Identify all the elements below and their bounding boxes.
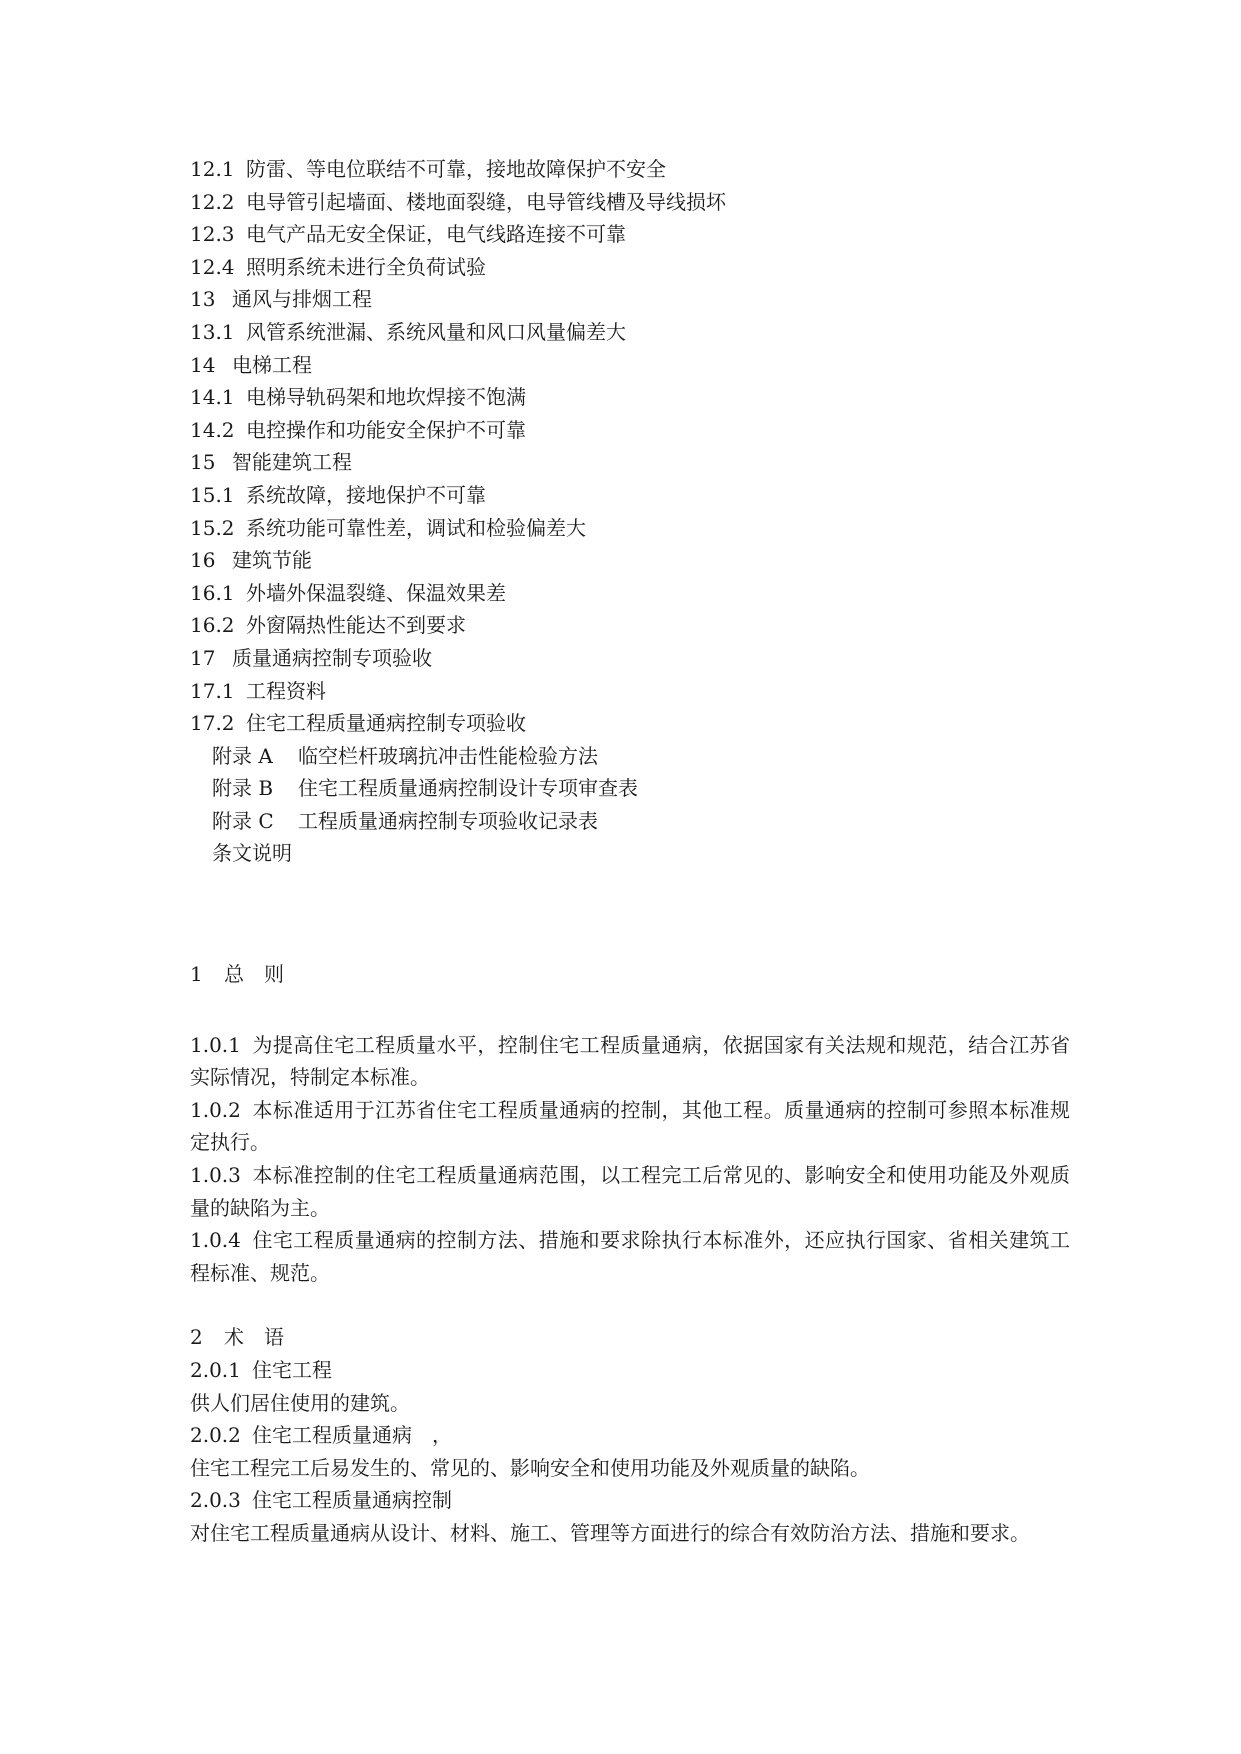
clause (190, 1029, 1070, 1094)
term-number: 2.0.2 (190, 1423, 241, 1448)
toc-item (190, 153, 1070, 186)
document-body (190, 958, 1070, 1550)
toc-number: 12.3 (190, 222, 235, 247)
toc-item (190, 316, 1070, 349)
toc-number: 16.2 (190, 613, 235, 638)
spacer (190, 991, 1070, 1029)
clause-text: 为提高住宅工程质量水平，控制住宅工程质量通病，依据国家有关法规和规范，结合江苏省实际情况，特制定本标准。 (190, 1032, 1070, 1090)
toc-item (190, 479, 1070, 512)
term-number: 2.0.1 (190, 1357, 241, 1382)
toc-title: 外窗隔热性能达不到要求 (246, 613, 466, 638)
chapter-heading (190, 958, 1070, 991)
toc-title: 工程质量通病控制专项验收记录表 (298, 808, 598, 833)
term-name: 住宅工程 (252, 1357, 332, 1382)
toc-item (190, 609, 1070, 642)
toc-title: 电导管引起墙面、楼地面裂缝，电导管线槽及导线损坏 (246, 189, 726, 214)
spacer (190, 1289, 1070, 1321)
toc-appendix (190, 772, 1070, 805)
toc-number: 12.1 (190, 157, 235, 181)
clause-text: 本标准控制的住宅工程质量通病范围，以工程完工后常见的、影响安全和使用功能及外观质量的缺陷为主。 (190, 1162, 1070, 1220)
toc-title: 住宅工程质量通病控制设计专项审查表 (298, 776, 638, 801)
toc-item (190, 512, 1070, 545)
toc-item (190, 414, 1070, 447)
toc-title: 通风与排烟工程 (232, 287, 372, 312)
toc-item (190, 707, 1070, 740)
toc-title: 工程资料 (246, 678, 326, 703)
table-of-contents (190, 153, 1070, 870)
toc-number: 附录 A (212, 743, 273, 768)
toc-title: 外墙外保温裂缝、保温效果差 (246, 580, 506, 605)
toc-number: 17 (190, 645, 216, 670)
toc-title: 系统故障，接地保护不可靠 (246, 482, 486, 507)
toc-number: 14.2 (190, 417, 235, 442)
clause-number: 1.0.2 (190, 1097, 241, 1122)
toc-number: 15 (190, 450, 216, 475)
term-heading (190, 1419, 1070, 1452)
clause (190, 1224, 1070, 1289)
toc-title: 住宅工程质量通病控制专项验收 (246, 711, 526, 736)
toc-number: 13.1 (190, 319, 235, 344)
toc-chapter (190, 349, 1070, 382)
clause-number: 1.0.4 (190, 1228, 241, 1253)
toc-number: 附录 B (212, 776, 274, 801)
chapter-number: 1 (190, 962, 203, 986)
toc-number: 14.1 (190, 385, 235, 410)
toc-appendix (190, 805, 1070, 838)
clause-number: 1.0.1 (190, 1032, 241, 1057)
toc-number: 12.2 (190, 189, 235, 214)
chapter-heading (190, 1321, 1070, 1354)
toc-chapter (190, 642, 1070, 675)
chapter-title: 总 则 (224, 962, 284, 986)
toc-number: 17.1 (190, 678, 235, 703)
toc-chapter (190, 283, 1070, 316)
clause (190, 1159, 1070, 1224)
term-definition: 供人们居住使用的建筑。 (190, 1390, 410, 1415)
clause-text: 本标准适用于江苏省住宅工程质量通病的控制，其他工程。质量通病的控制可参照本标准规定执行。 (190, 1097, 1070, 1155)
toc-number: 16 (190, 548, 216, 573)
term-definition: 对住宅工程质量通病从设计、材料、施工、管理等方面进行的综合有效防治方法、措施和要求。 (190, 1520, 1030, 1545)
toc-chapter (190, 446, 1070, 479)
clause-number: 1.0.3 (190, 1162, 241, 1187)
toc-title: 电控操作和功能安全保护不可靠 (246, 417, 526, 442)
toc-item (190, 218, 1070, 251)
toc-title: 系统功能可靠性差，调试和检验偏差大 (246, 515, 586, 540)
toc-title: 电气产品无安全保证，电气线路连接不可靠 (246, 222, 626, 247)
toc-title: 临空栏杆玻璃抗冲击性能检验方法 (298, 743, 598, 768)
toc-title: 防雷、等电位联结不可靠，接地故障保护不安全 (246, 157, 666, 181)
term-name: 住宅工程质量通病 ， (252, 1423, 452, 1448)
clause (190, 1094, 1070, 1159)
toc-number: 17.2 (190, 711, 235, 736)
toc-title: 智能建筑工程 (232, 450, 352, 475)
toc-title: 电梯工程 (232, 352, 312, 377)
toc-number: 附录 C (212, 808, 274, 833)
toc-item (190, 381, 1070, 414)
term-name: 住宅工程质量通病控制 (252, 1488, 452, 1513)
toc-title: 电梯导轨码架和地坎焊接不饱满 (246, 385, 526, 410)
toc-title: 条文说明 (212, 841, 292, 866)
toc-appendix (190, 740, 1070, 773)
toc-item (190, 186, 1070, 219)
toc-title: 照明系统未进行全负荷试验 (246, 254, 486, 279)
toc-number: 16.1 (190, 580, 235, 605)
toc-item (190, 675, 1070, 708)
toc-title: 建筑节能 (232, 548, 312, 573)
term-heading (190, 1484, 1070, 1517)
term-definition: 住宅工程完工后易发生的、常见的、影响安全和使用功能及外观质量的缺陷。 (190, 1455, 870, 1480)
clause-text: 住宅工程质量通病的控制方法、措施和要求除执行本标准外，还应执行国家、省相关建筑工程标准、规范。 (190, 1228, 1070, 1285)
toc-number: 13 (190, 287, 216, 312)
term-number: 2.0.3 (190, 1488, 241, 1513)
toc-number: 15.2 (190, 515, 235, 540)
toc-explanatory-notes (190, 837, 1070, 870)
toc-chapter (190, 544, 1070, 577)
chapter-number: 2 (190, 1325, 203, 1350)
toc-number: 14 (190, 352, 216, 377)
toc-title: 质量通病控制专项验收 (232, 645, 432, 670)
toc-item (190, 251, 1070, 284)
toc-item (190, 577, 1070, 610)
chapter-title: 术 语 (224, 1325, 284, 1350)
toc-number: 15.1 (190, 482, 235, 507)
toc-number: 12.4 (190, 254, 235, 279)
term-heading (190, 1354, 1070, 1387)
toc-title: 风管系统泄漏、系统风量和风口风量偏差大 (246, 319, 626, 344)
